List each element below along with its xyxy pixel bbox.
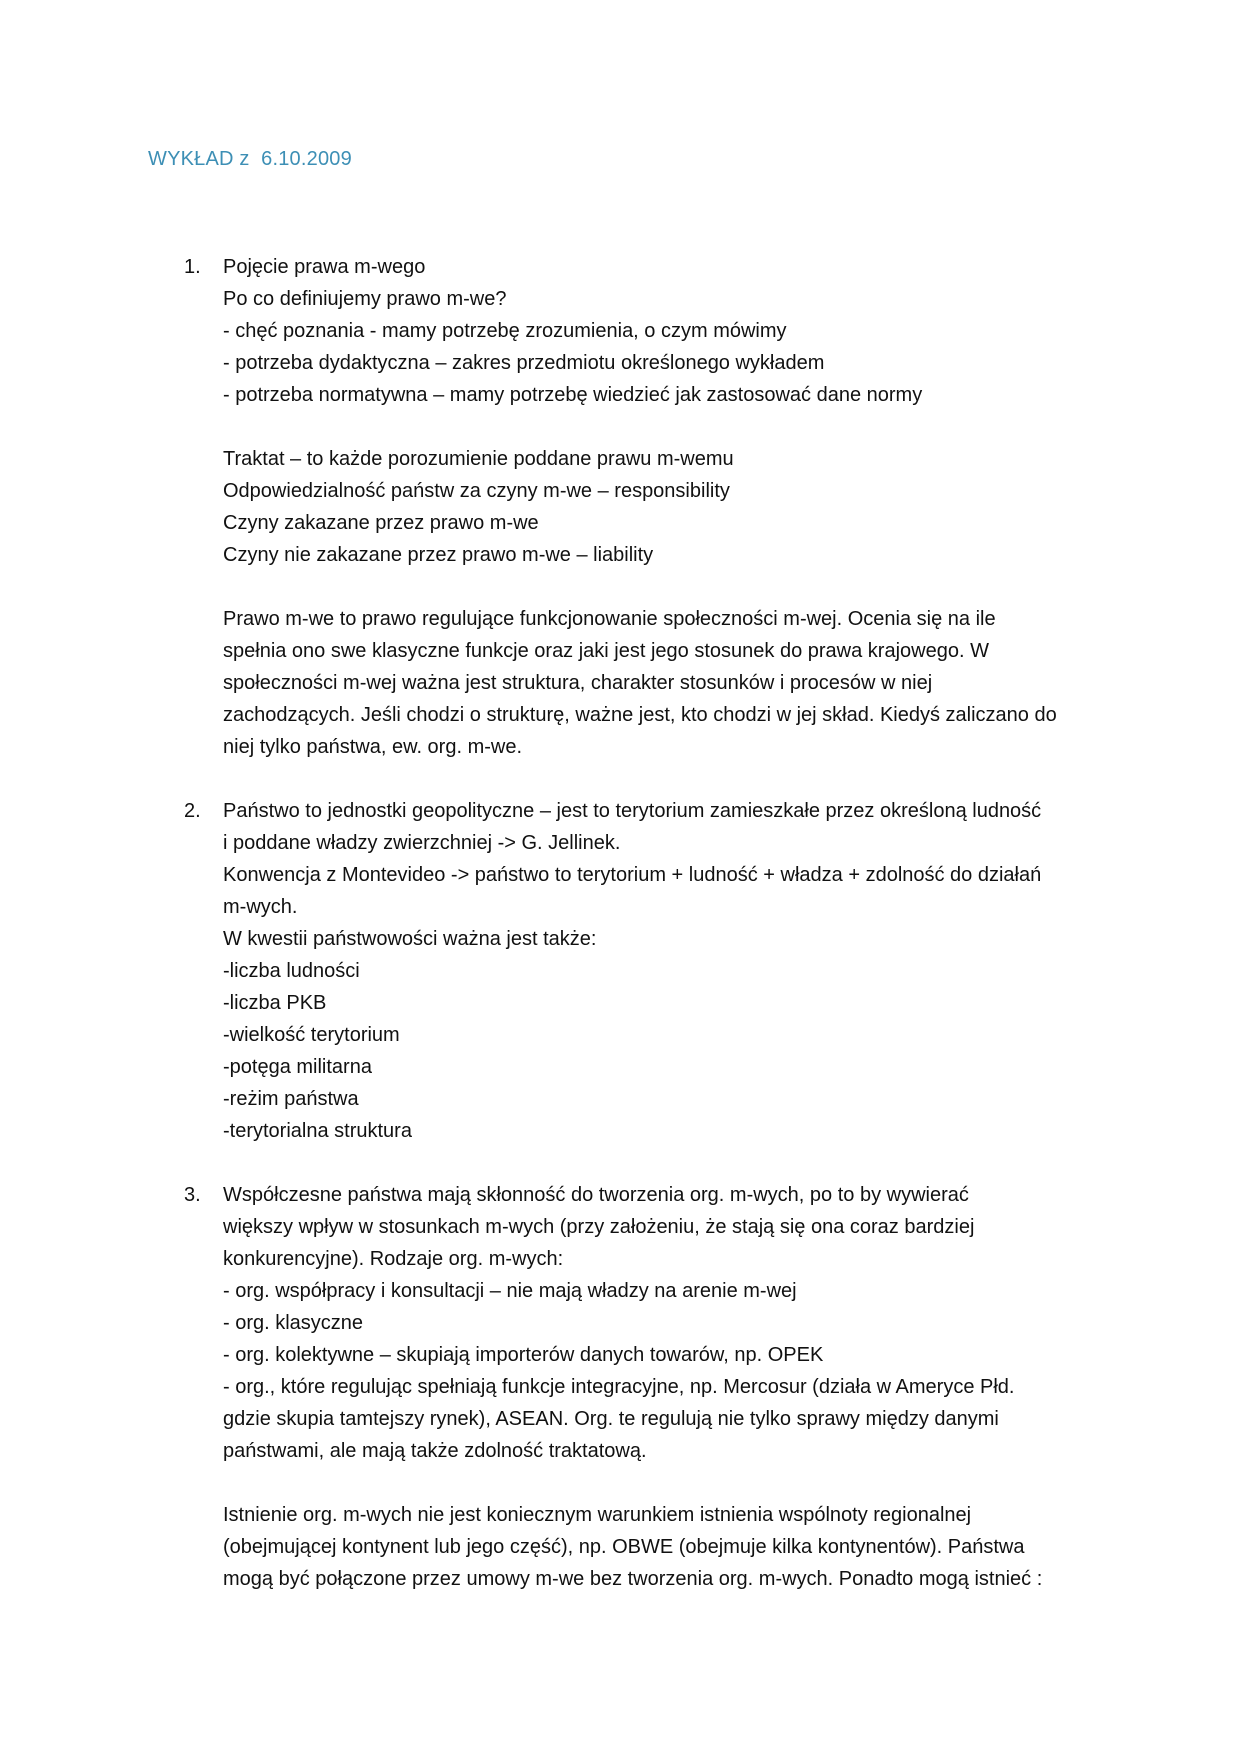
paragraph-line: zachodzących. Jeśli chodzi o strukturę, ważne jest, kto chodzi w jej skład. Kiedyś zaliczano do [223, 704, 1057, 726]
list-item: - org., które regulując spełniają funkcje integracyjne, np. Mercosur (działa w Ameryce Płd. [223, 1376, 1015, 1398]
paragraph-line: Istnienie org. m-wych nie jest koniecznym warunkiem istnienia wspólnoty regionalnej [223, 1504, 972, 1526]
paragraph-line: (obejmującej kontynent lub jego część), np. OBWE (obejmuje kilka kontynentów). Państwa [223, 1536, 1025, 1558]
list-item: gdzie skupia tamtejszy rynek), ASEAN. Org. te regulują nie tylko sprawy między danymi [223, 1408, 999, 1430]
text-line: - potrzeba dydaktyczna – zakres przedmiotu określonego wykładem [223, 352, 825, 374]
list-item: -terytorialna struktura [223, 1120, 412, 1142]
section-number: 1. [184, 256, 201, 278]
list-item: -liczba ludności [223, 960, 360, 982]
text-line: większy wpływ w stosunkach m-wych (przy założeniu, że stają się ona coraz bardziej [223, 1216, 975, 1238]
text-line: m-wych. [223, 896, 298, 918]
section-heading: Współczesne państwa mają skłonność do tworzenia org. m-wych, po to by wywierać [223, 1184, 969, 1206]
list-item: -liczba PKB [223, 992, 327, 1014]
text-line: i poddane władzy zwierzchniej -> G. Jellinek. [223, 832, 621, 854]
text-line: Po co definiujemy prawo m-we? [223, 288, 507, 310]
list-item: - org. kolektywne – skupiają importerów danych towarów, np. OPEK [223, 1344, 824, 1366]
paragraph-line: niej tylko państwa, ew. org. m-we. [223, 736, 523, 758]
definition-line: Czyny zakazane przez prawo m-we [223, 512, 539, 534]
definition-line: Traktat – to każde porozumienie poddane prawu m-wemu [223, 448, 734, 470]
section-number: 2. [184, 800, 201, 822]
text-line: - potrzeba normatywna – mamy potrzebę wiedzieć jak zastosować dane normy [223, 384, 923, 406]
paragraph-line: mogą być połączone przez umowy m-we bez tworzenia org. m-wych. Ponadto mogą istnieć : [223, 1568, 1043, 1590]
definition-line: Odpowiedzialność państw za czyny m-we – responsibility [223, 480, 730, 502]
section-number: 3. [184, 1184, 201, 1206]
list-item: -potęga militarna [223, 1056, 372, 1078]
paragraph-line: spełnia ono swe klasyczne funkcje oraz jaki jest jego stosunek do prawa krajowego. W [223, 640, 989, 662]
text-line: - chęć poznania - mamy potrzebę zrozumienia, o czym mówimy [223, 320, 787, 342]
list-item: -wielkość terytorium [223, 1024, 400, 1046]
list-item: państwami, ale mają także zdolność traktatową. [223, 1440, 647, 1462]
text-line: Konwencja z Montevideo -> państwo to terytorium + ludność + władza + zdolność do działań [223, 864, 1042, 886]
section-heading: Pojęcie prawa m-wego [223, 256, 426, 278]
section-heading: Państwo to jednostki geopolityczne – jest to terytorium zamieszkałe przez określoną ludność [223, 800, 1042, 822]
paragraph-line: Prawo m-we to prawo regulujące funkcjonowanie społeczności m-wej. Ocenia się na ile [223, 608, 996, 630]
list-item: - org. współpracy i konsultacji – nie mają władzy na arenie m-wej [223, 1280, 797, 1302]
definition-line: Czyny nie zakazane przez prawo m-we – liability [223, 544, 654, 566]
list-item: - org. klasyczne [223, 1312, 364, 1334]
list-item: -reżim państwa [223, 1088, 359, 1110]
paragraph-line: społeczności m-wej ważna jest struktura, charakter stosunków i procesów w niej [223, 672, 933, 694]
text-line: konkurencyjne). Rodzaje org. m-wych: [223, 1248, 564, 1270]
text-line: W kwestii państwowości ważna jest także: [223, 928, 597, 950]
document-title: WYKŁAD z 6.10.2009 [148, 148, 352, 170]
